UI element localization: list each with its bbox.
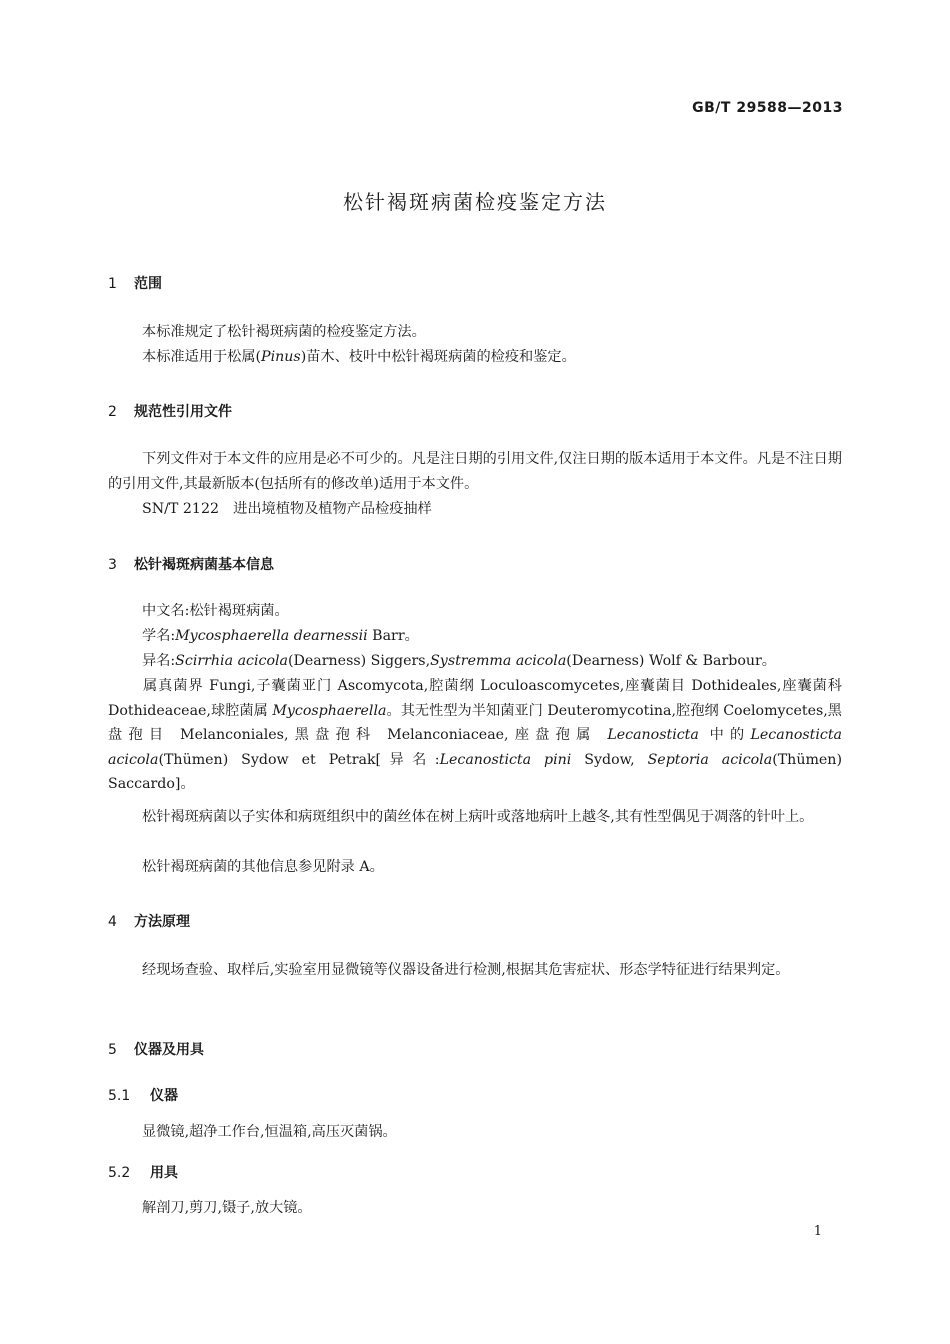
synonyms: 异名:Scirrhia acicola(Dearness) Siggers,Systremma acicola(Dearness) Wolf & Barbour。 <box>142 653 776 669</box>
section-title: 方法原理 <box>134 914 190 930</box>
section-title: 仪器及用具 <box>134 1042 204 1058</box>
section-4-paragraph: 经现场查验、取样后,实验室用显微镜等仪器设备进行检测,根据其危害症状、形态学特征进行结果判定。 <box>142 962 790 978</box>
section-3-heading <box>108 554 274 574</box>
section-number: 2 <box>108 404 117 420</box>
document-title: 松针褐斑病菌检疫鉴定方法 <box>343 190 607 214</box>
section-number: 1 <box>108 276 117 292</box>
section-title: 规范性引用文件 <box>134 404 232 420</box>
section-5-heading <box>108 1039 204 1059</box>
section-1-line-2: 本标准适用于松属(Pinus)苗木、枝叶中松针褐斑病菌的检疫和鉴定。 <box>142 349 576 365</box>
section-title: 松针褐斑病菌基本信息 <box>134 557 274 573</box>
annex-reference: 松针褐斑病菌的其他信息参见附录 A。 <box>142 859 384 875</box>
section-1-heading <box>108 273 162 293</box>
section-2-paragraph: 下列文件对于本文件的应用是必不可少的。凡是注日期的引用文件,仅注日期的版本适用于本文件。凡是不注日期的引用文件,其最新版本(包括所有的修改单)适用于本文件。 <box>108 451 842 492</box>
section-number: 4 <box>108 914 117 930</box>
subsection-title: 用具 <box>150 1165 178 1181</box>
section-number: 5 <box>108 1042 117 1058</box>
subsection-title: 仪器 <box>150 1088 178 1104</box>
section-number: 3 <box>108 557 117 573</box>
instruments-list: 显微镜,超净工作台,恒温箱,高压灭菌锅。 <box>142 1124 397 1140</box>
page-number: 1 <box>813 1224 822 1239</box>
section-2-heading <box>108 401 232 421</box>
section-4-heading <box>108 911 190 931</box>
standard-code: GB/T 29588—2013 <box>692 100 843 116</box>
scientific-name: 学名:Mycosphaerella dearnessii Barr。 <box>142 628 419 644</box>
section-1-line-1: 本标准规定了松针褐斑病菌的检疫鉴定方法。 <box>142 324 426 340</box>
chinese-name: 中文名:松针褐斑病菌。 <box>142 603 289 619</box>
subsection-number: 5.2 <box>108 1165 131 1181</box>
subsection-number: 5.1 <box>108 1088 131 1104</box>
overwinter-paragraph: 松针褐斑病菌以子实体和病斑组织中的菌丝体在树上病叶或落地病叶上越冬,其有性型偶见于凋落的针叶上。 <box>142 809 814 825</box>
subsection-5-2-heading <box>108 1162 178 1182</box>
taxonomy-paragraph: 属真菌界 Fungi,子囊菌亚门 Ascomycota,腔菌纲 Loculoascomycetes,座囊菌目 Dothideales,座囊菌科 Dothideaceae,球腔菌属 Mycosphaerella。其无性型为半知菌亚门 Deuteromycotina,腔孢纲 Coelomycetes,黑盘孢目 Melanconiales,黑盘孢科 Melanconiaceae,座盘孢属 Lecanosticta 中的Lecanosticta acicola(Thümen) Sydow et Petrak[异名:Lecanosticta pini Sydow, Septoria acicola(Thümen) Saccardo]。 <box>108 678 842 792</box>
tools-list: 解剖刀,剪刀,镊子,放大镜。 <box>142 1200 312 1216</box>
subsection-5-1-heading <box>108 1085 178 1105</box>
normative-reference: SN/T 2122 进出境植物及植物产品检疫抽样 <box>142 501 432 517</box>
section-title: 范围 <box>134 276 162 292</box>
